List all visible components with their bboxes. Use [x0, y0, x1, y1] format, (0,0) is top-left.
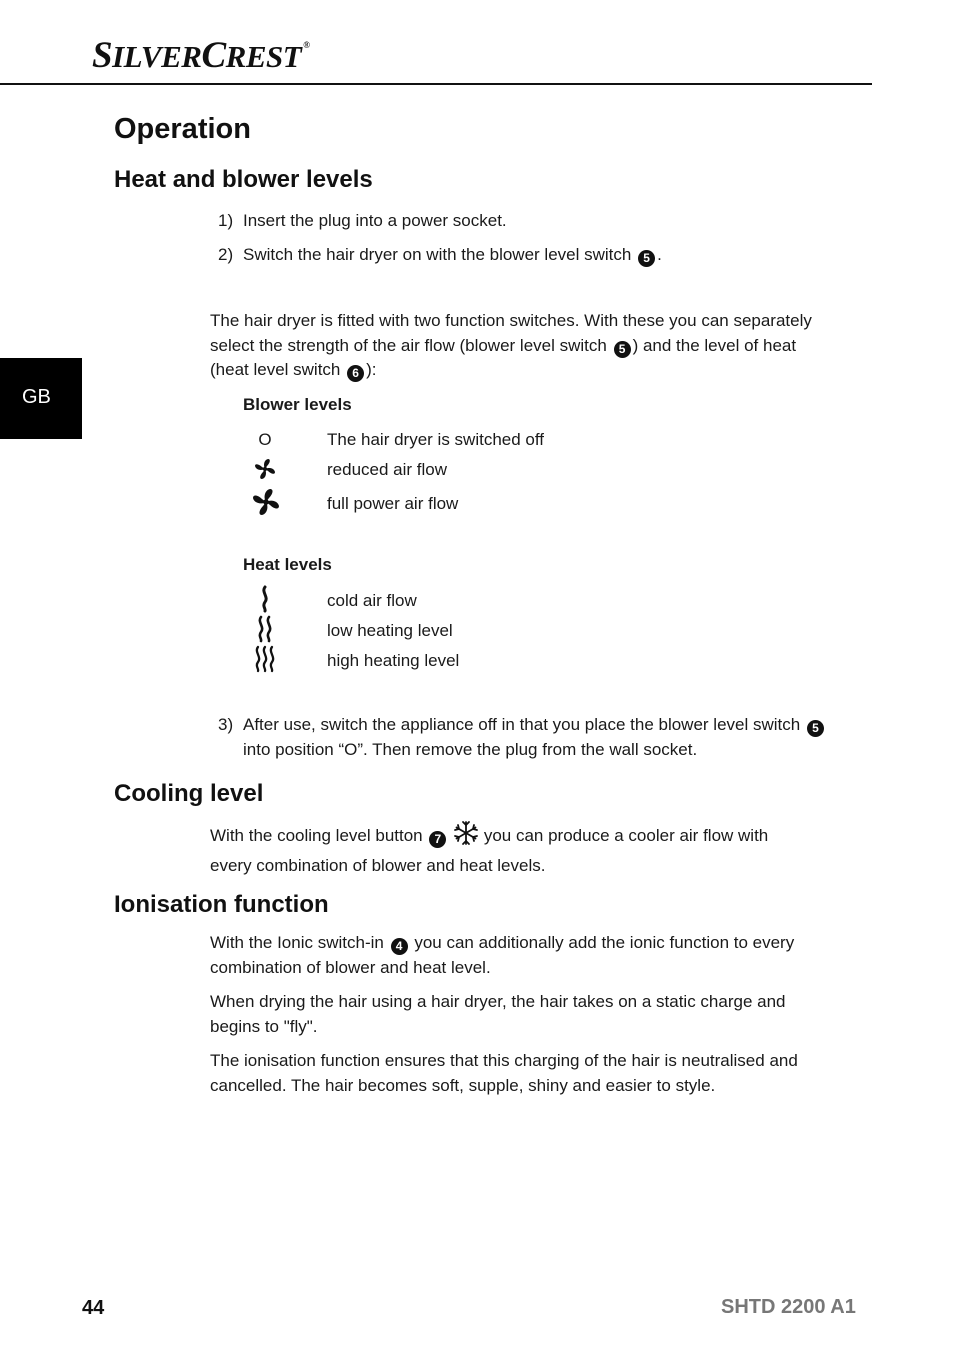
- ref-number-badge: 5: [614, 341, 631, 358]
- section-heading-heat-blower: Heat and blower levels: [114, 166, 373, 193]
- ref-number-badge: 5: [638, 250, 655, 267]
- step-number: 2): [218, 245, 234, 264]
- cooling-paragraph: With the cooling level button 7 you can produce a cooler air flow with every combination of blower and heat levels.: [210, 820, 840, 878]
- step-text: Insert the plug into a power socket.: [243, 211, 507, 230]
- fan-large-icon: [250, 486, 280, 518]
- heat-level-label: low heating level: [327, 621, 453, 640]
- blower-level-label: full power air flow: [327, 494, 459, 513]
- heat-1-icon: [250, 585, 280, 613]
- ionisation-paragraph-2: When drying the hair using a hair dryer, the hair takes on a static charge and begins to "fly".: [210, 992, 786, 1036]
- brand-logo: SILVERCREST ®: [92, 35, 310, 76]
- heat-3-icon: [250, 645, 280, 673]
- step-number: 1): [218, 211, 234, 230]
- ref-number-badge: 5: [807, 720, 824, 737]
- step-text: Switch the hair dryer on with the blower level switch 5 .: [243, 245, 662, 265]
- heat-level-label: cold air flow: [327, 591, 417, 610]
- blower-level-label: reduced air flow: [327, 460, 448, 479]
- blower-level-label: The hair dryer is switched off: [327, 430, 544, 449]
- heat-levels-title: Heat levels: [243, 555, 332, 574]
- step-number: 3): [218, 715, 234, 734]
- section-heading-ionisation: Ionisation function: [114, 891, 329, 918]
- off-symbol: O: [258, 430, 272, 449]
- ref-number-badge: 7: [429, 831, 446, 848]
- header-rule: [0, 83, 872, 85]
- heat-2-icon: [250, 615, 280, 643]
- model-number: SHTD 2200 A1: [721, 1296, 856, 1318]
- ionisation-paragraph-1: With the Ionic switch-in 4 you can additionally add the ionic function to every combination of blower and heat level.: [210, 933, 795, 977]
- page-title: Operation: [114, 113, 251, 145]
- snowflake-icon: [453, 820, 479, 854]
- step-text: After use, switch the appliance off in that you place the blower level switch 5 into position “O”. Then remove the plug from the wall socket.: [243, 713, 843, 762]
- ref-number-badge: 6: [347, 365, 364, 382]
- language-tab: GB: [0, 358, 82, 439]
- ref-number-badge: 4: [391, 938, 408, 955]
- fan-small-icon: [250, 456, 280, 482]
- blower-levels-title: Blower levels: [243, 395, 352, 414]
- intro-paragraph: The hair dryer is fitted with two function switches. With these you can separately select the strength of the air flow (blower level switch 5 ) and the level of heat (heat level switch 6 ):: [210, 311, 812, 380]
- ionisation-paragraph-3: The ionisation function ensures that this charging of the hair is neutralised and cancelled. The hair becomes soft, supple, shiny and easier to style.: [210, 1051, 798, 1095]
- section-heading-cooling: Cooling level: [114, 780, 264, 807]
- heat-level-label: high heating level: [327, 651, 460, 670]
- page-number: 44: [82, 1297, 105, 1319]
